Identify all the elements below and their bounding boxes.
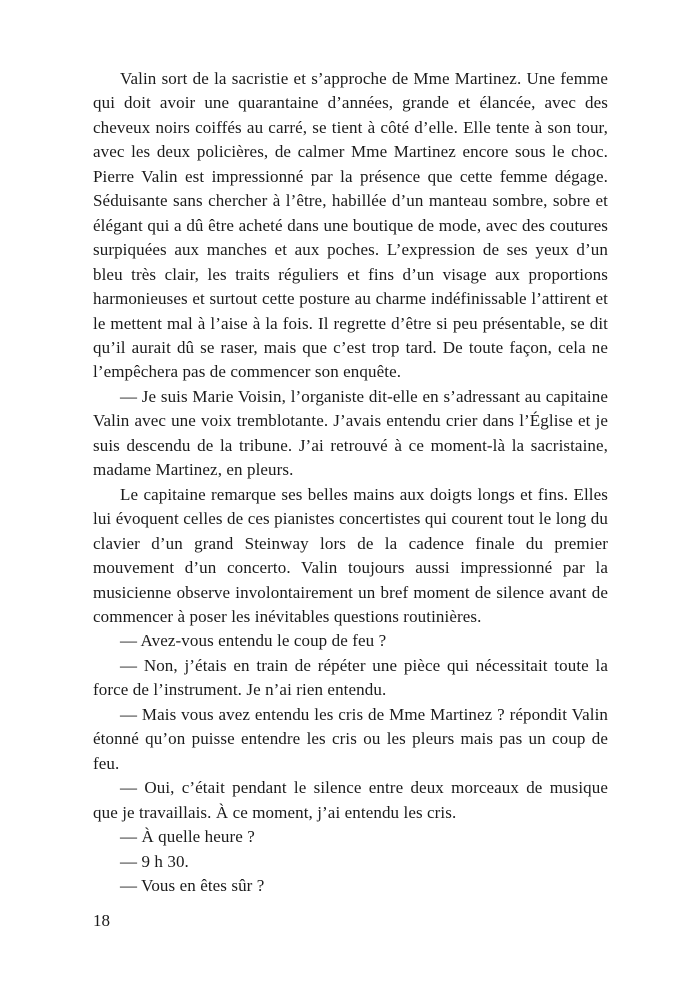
paragraph-dialogue-marie-intro: — Je suis Marie Voisin, l’organiste dit-elle en s’adressant au capitaine Valin avec une voix tremblotante. J’avais entendu crier dans l’Église et je suis descendu de la tribune. J’ai retrouvé à ce moment-là la sacristaine, madame Martinez, en pleurs. (93, 386, 608, 480)
page-number: 18 (93, 911, 110, 930)
paragraph-dialogue-question-4: — Vous en êtes sûr ? (120, 875, 265, 895)
paragraph-dialogue-question-3: — À quelle heure ? (120, 827, 255, 847)
page-text-block (93, 67, 608, 898)
paragraph-narrative-1: Valin sort de la sacristie et s’approche de Mme Martinez. Une femme qui doit avoir une quarantaine d’années, grande et élancée, avec des cheveux noirs coiffés au carré, se tient à côté d’elle. Elle tente à son tour, avec les deux policières, de calmer Mme Martinez encore sous le choc. Pierre Valin est impressionné par la présence que cette femme dégage. Séduisante sans chercher à l’être, habillée d’un manteau sombre, sobre et élégant qui a dû être acheté dans une boutique de mode, avec des coutures surpiquées aux manches et aux poches. L’expression de ses yeux d’un bleu très clair, les traits réguliers et fins d’un visage aux proportions harmonieuses et surtout cette posture au charme indéfinissable l’attirent et le mettent mal à l’aise à la fois. Il regrette d’être si peu présentable, se dit qu’il aurait dû se raser, mais que c’est trop tard. De toute façon, cela ne l’empêchera pas de commencer son enquête. (93, 69, 608, 382)
paragraph-dialogue-answer-3: — 9 h 30. (120, 851, 189, 871)
paragraph-dialogue-question-2: — Mais vous avez entendu les cris de Mme Martinez ? répondit Valin étonné qu’on puisse entendre les cris ou les pleurs mais pas un coup de feu. (93, 704, 608, 773)
paragraph-narrative-2: Le capitaine remarque ses belles mains aux doigts longs et fins. Elles lui évoquent celles de ces pianistes concertistes qui courent tout le long du clavier d’un grand Steinway lors de la cadence finale du premier mouvement d’un concerto. Valin toujours aussi impressionné par la musicienne observe involontairement un bref moment de silence avant de commencer à poser les inévitables questions routinières. (93, 484, 608, 626)
paragraph-dialogue-answer-1: — Non, j’étais en train de répéter une pièce qui nécessitait toute la force de l’instrument. Je n’ai rien entendu. (93, 655, 608, 700)
paragraph-dialogue-answer-2: — Oui, c’était pendant le silence entre deux morceaux de musique que je travaillais. À ce moment, j’ai entendu les cris. (93, 778, 608, 822)
paragraph-dialogue-question-1: — Avez-vous entendu le coup de feu ? (120, 631, 387, 651)
